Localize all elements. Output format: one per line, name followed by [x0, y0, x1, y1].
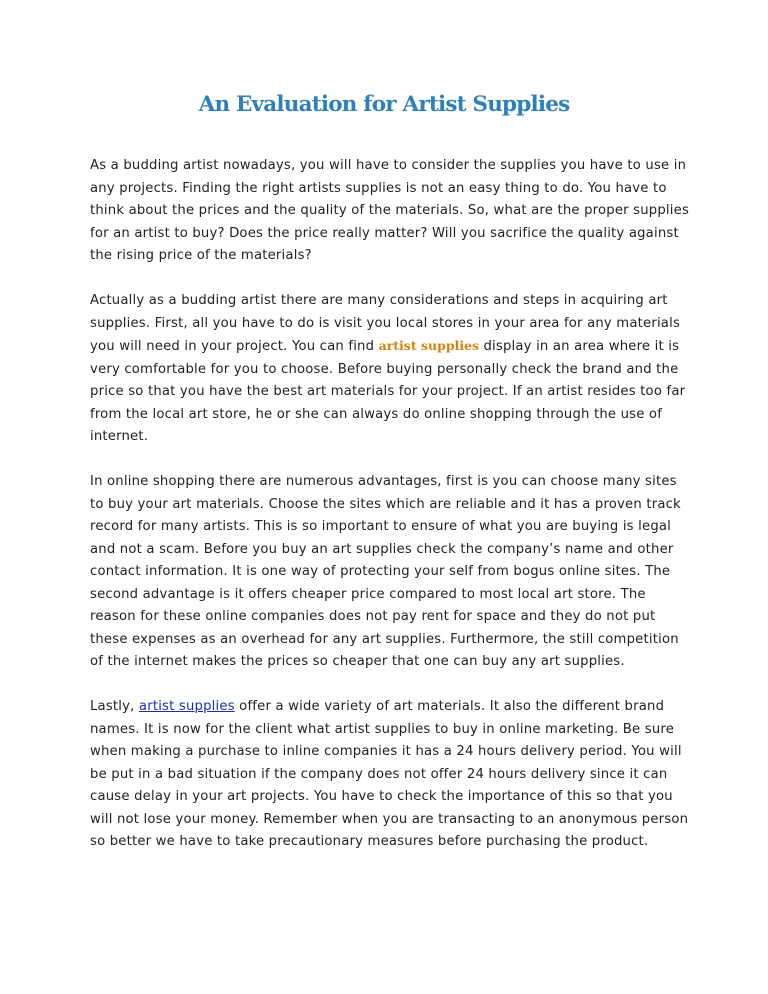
- paragraph-4-text-before: Lastly,: [90, 699, 139, 714]
- paragraph-2-text-before: Actually as a budding artist there are many considerations and steps in acquiring art supplies. First, all you have to do is visit you local stores in your area for any materials you will need in your project. You can find: [90, 293, 681, 354]
- paragraph-1: As a budding artist nowadays, you will have to consider the supplies you have to use in any projects. Finding the right artists supplies is not an easy thing to do. You have to think about the prices and the quality of the materials. So, what are the proper supplies for an artist to buy? Does the price really matter? Will you sacrifice the quality against the rising price of the materials?: [90, 158, 690, 263]
- paragraph-4: [90, 696, 690, 854]
- paragraph-4-text-after: offer a wide variety of art materials. It also the different brand names. It is now for the client what artist supplies to buy in online marketing. Be sure when making a purchase to inline companies it has a 24 hours delivery period. You will be put in a bad situation if the company does not offer 24 hours delivery since it can cause delay in your art projects. You have to check the importance of this so that you will not lose your money. Remember when you are transacting to an anonymous person so better we have to take precautionary measures before purchasing the product.: [90, 699, 689, 849]
- artist-supplies-link[interactable]: artist supplies: [138, 699, 235, 714]
- artist-supplies-keyword: artist supplies: [378, 338, 480, 353]
- document-title: An Evaluation for Artist Supplies: [198, 92, 570, 117]
- document-body: [90, 155, 690, 876]
- paragraph-2: [90, 290, 690, 449]
- paragraph-2-text-after: display in an area where it is very comfortable for you to choose. Before buying personally check the brand and the price so that you have the best art materials for your project. If an artist resides too far from the local art store, he or she can always do online shopping through the use of internet.: [90, 339, 686, 444]
- paragraph-3: In online shopping there are numerous advantages, first is you can choose many sites to buy your art materials. Choose the sites which are reliable and it has a proven track record for many artists. This is so important to ensure of what you are buying is legal and not a scam. Before you buy an art supplies check the company’s name and other contact information. It is one way of protecting your self from bogus online sites. The second advantage is it offers cheaper price compared to most local art store. The reason for these online companies does not pay rent for space and they do not put these expenses as an overhead for any art supplies. Furthermore, the still competition of the internet makes the prices so cheaper that one can buy any art supplies.: [90, 474, 681, 669]
